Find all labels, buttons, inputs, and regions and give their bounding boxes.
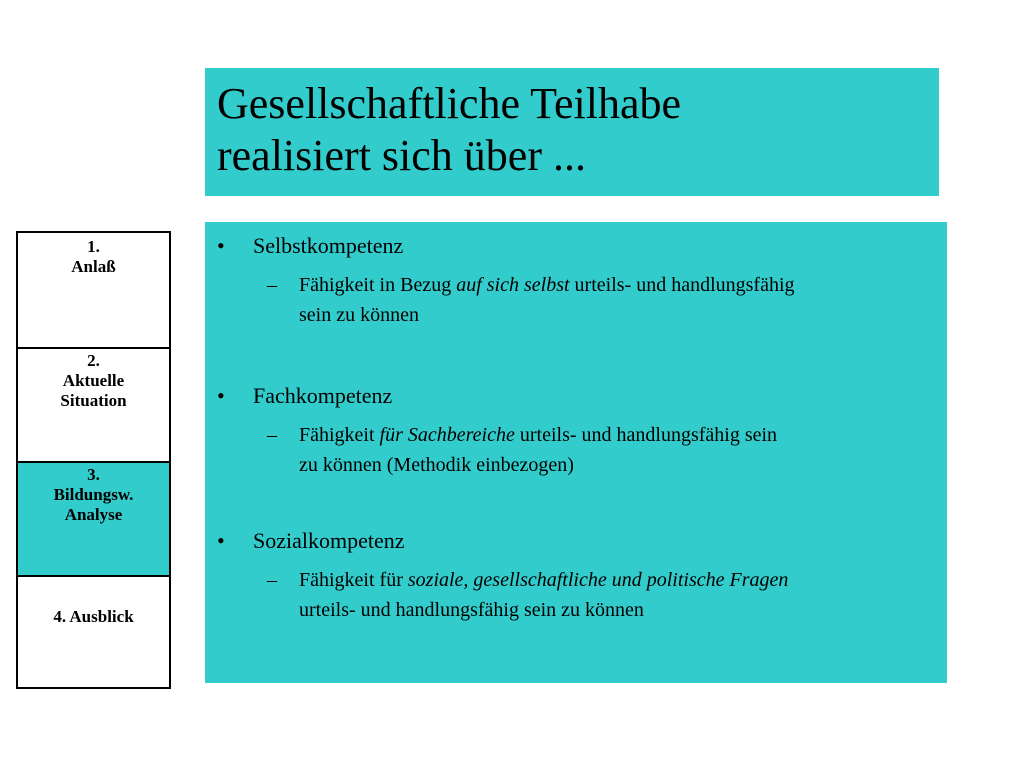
nav-item-label: Bildungsw. <box>53 485 134 504</box>
nav-item-label: Aktuelle <box>62 371 125 390</box>
sub-text: urteils- und handlungsfähig <box>569 274 795 296</box>
sub-point-fachkompetenz <box>267 420 937 480</box>
sub-text: Fähigkeit in Bezug <box>299 274 457 296</box>
nav-item-label-2: Situation <box>60 391 127 410</box>
bullet-selbstkompetenz <box>217 232 403 260</box>
sub-text: urteils- und handlungsfähig sein <box>514 424 778 446</box>
slide-title-line-2: realisiert sich über ... <box>217 131 586 180</box>
bullet-heading: Fachkompetenz <box>253 383 393 408</box>
sub-point-line-1 <box>267 270 937 300</box>
slide-title-line-1: Gesellschaftliche Teilhabe <box>217 79 682 128</box>
sub-point-line-1 <box>267 420 937 450</box>
sub-text: Fähigkeit <box>299 424 380 446</box>
dash-symbol: – <box>267 424 277 446</box>
slide-title-box <box>205 68 939 196</box>
sub-point-sozialkompetenz <box>267 565 937 625</box>
bullet-heading: Sozialkompetenz <box>253 528 405 553</box>
nav-item-number: 1. <box>87 237 100 256</box>
nav-item-number: 2. <box>87 351 100 370</box>
sub-text: Fähigkeit für <box>299 569 408 591</box>
section-navigation <box>16 231 171 689</box>
sub-point-selbstkompetenz <box>267 270 937 330</box>
sub-point-line-2: sein zu können <box>299 304 419 326</box>
nav-item-label-2: Analyse <box>64 505 123 524</box>
bullet-symbol: • <box>217 233 225 258</box>
sub-point-line-1 <box>267 565 937 595</box>
nav-item-bildungsw-analyse[interactable] <box>18 463 169 575</box>
sub-text-italic: soziale, gesellschaftliche und politische Fragen <box>407 569 789 591</box>
bullet-fachkompetenz <box>217 382 392 410</box>
nav-divider <box>18 347 169 349</box>
dash-symbol: – <box>267 274 277 296</box>
bullet-sozialkompetenz <box>217 527 405 555</box>
sub-point-line-2: zu können (Methodik einbezogen) <box>299 454 574 476</box>
bullet-symbol: • <box>217 383 225 408</box>
nav-item-ausblick[interactable] <box>18 607 169 627</box>
bullet-symbol: • <box>217 528 225 553</box>
nav-item-label: Anlaß <box>71 257 116 276</box>
sub-text-italic: auf sich selbst <box>456 274 570 296</box>
nav-divider <box>18 575 169 577</box>
nav-item-label: 4. Ausblick <box>53 607 134 626</box>
content-panel <box>205 222 947 683</box>
bullet-heading: Selbstkompetenz <box>253 233 404 258</box>
nav-item-number: 3. <box>87 465 100 484</box>
nav-item-aktuelle-situation[interactable] <box>18 351 169 411</box>
nav-item-anlass[interactable] <box>18 237 169 277</box>
dash-symbol: – <box>267 569 277 591</box>
sub-text-italic: für Sachbereiche <box>379 424 515 446</box>
sub-point-line-2: urteils- und handlungsfähig sein zu können <box>299 599 644 621</box>
